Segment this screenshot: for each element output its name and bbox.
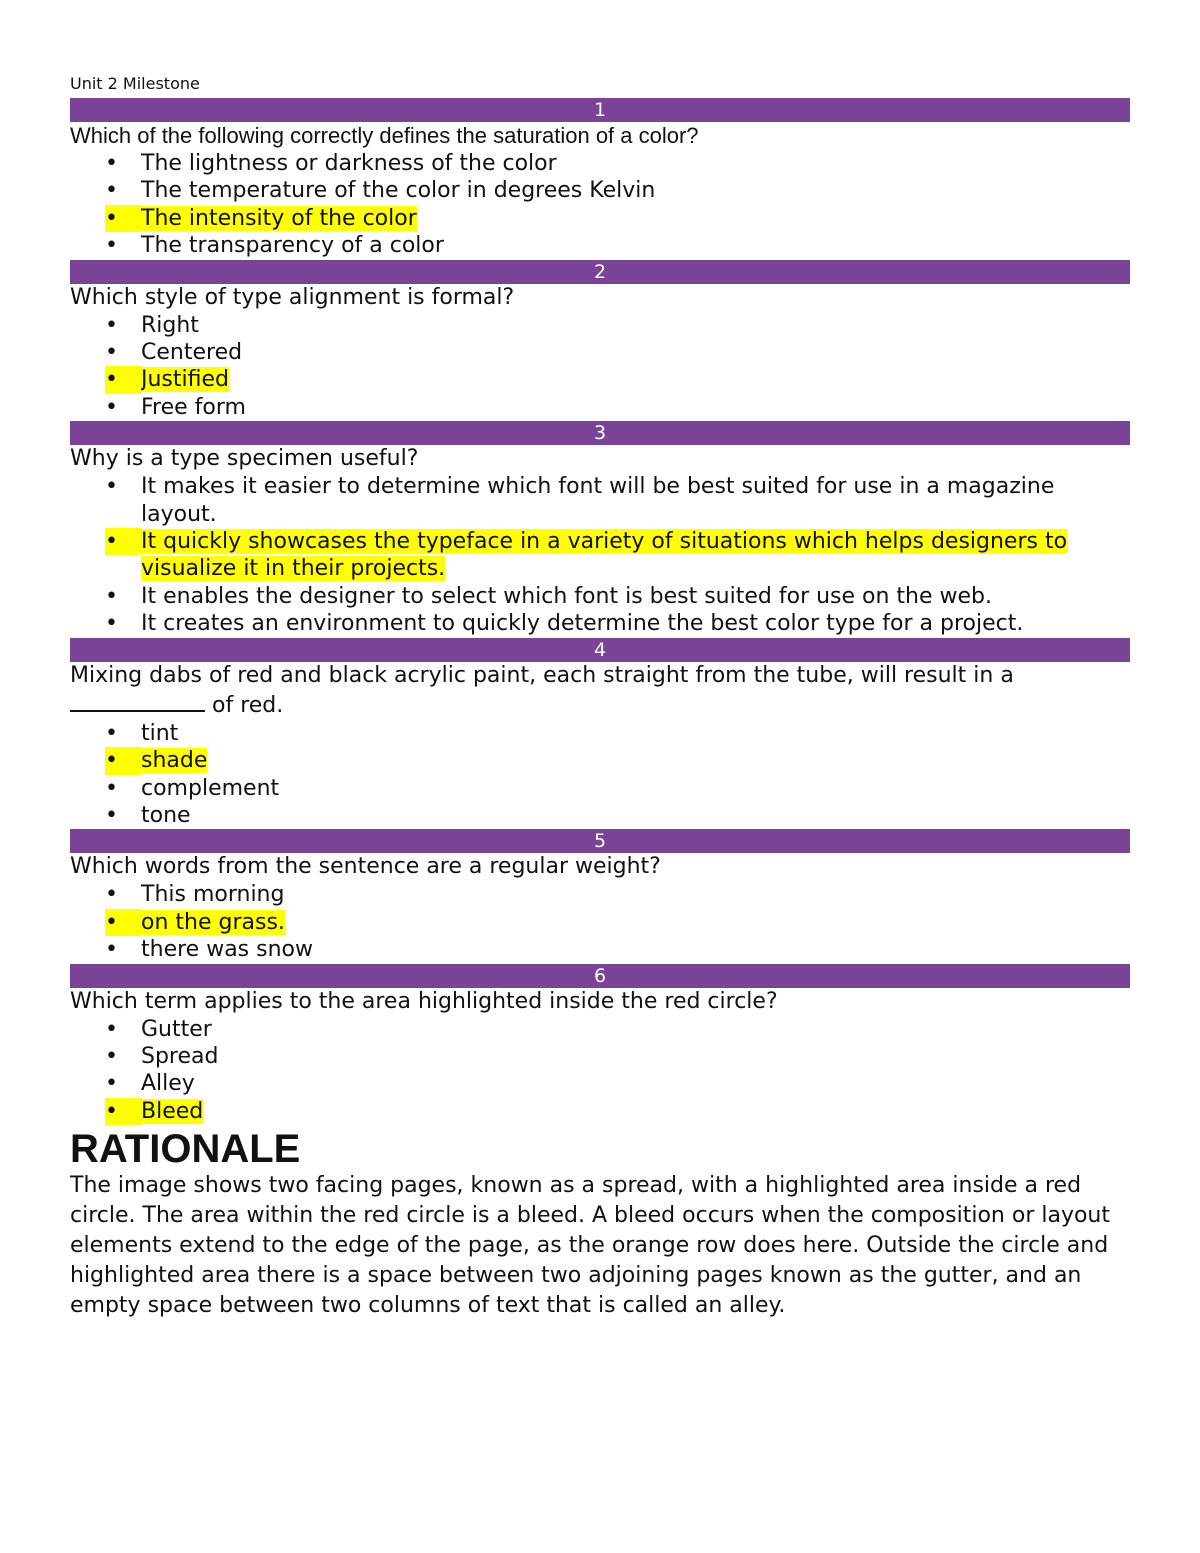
option-item	[70, 177, 1130, 204]
option-item	[70, 583, 1130, 610]
question-1	[70, 98, 1130, 260]
bullet-icon: •	[105, 151, 118, 176]
option-item-correct	[70, 1098, 1130, 1125]
question-text	[70, 662, 1130, 720]
option-text: Right	[141, 312, 199, 338]
bullet-icon: •	[105, 366, 141, 393]
bullet-icon: •	[105, 720, 118, 746]
question-6	[70, 964, 1130, 1126]
bullet-icon: •	[105, 1043, 118, 1069]
bullet-icon: •	[105, 937, 118, 963]
option-item	[70, 610, 1130, 637]
bullet-icon: •	[105, 340, 118, 366]
option-text: The temperature of the color in degrees Kelvin	[141, 178, 656, 204]
bullet-icon: •	[105, 1016, 118, 1042]
question-number-bar: 1	[70, 98, 1130, 122]
bullet-icon: •	[105, 474, 118, 500]
option-item	[70, 394, 1130, 421]
option-text: there was snow	[141, 937, 313, 963]
option-item	[70, 339, 1130, 366]
question-2	[70, 260, 1130, 422]
option-list	[70, 312, 1130, 422]
option-text: Spread	[141, 1043, 219, 1069]
option-text: It creates an environment to quickly determine the best color type for a project.	[141, 611, 1024, 637]
question-4	[70, 638, 1130, 830]
option-item	[70, 150, 1130, 177]
question-number-bar: 6	[70, 964, 1130, 988]
question-number-bar: 2	[70, 260, 1130, 284]
option-text: tone	[141, 802, 191, 828]
question-3	[70, 421, 1130, 637]
bullet-icon: •	[105, 178, 118, 204]
question-text-before: Mixing dabs of red and black acrylic paint, each straight from the tube, will result in a	[70, 662, 1014, 688]
option-item	[70, 1070, 1130, 1097]
question-text-after: of red.	[212, 692, 284, 718]
option-text: Centered	[141, 340, 243, 366]
option-item	[70, 1043, 1130, 1070]
bullet-icon: •	[105, 312, 118, 338]
option-text: on the grass.	[141, 909, 285, 935]
option-list	[70, 720, 1130, 830]
question-number-bar: 4	[70, 638, 1130, 662]
bullet-icon: •	[105, 394, 118, 420]
rationale-section	[70, 1127, 1130, 1321]
option-text: The lightness or darkness of the color	[141, 151, 557, 176]
bullet-icon: •	[105, 528, 141, 555]
document-header: Unit 2 Milestone	[70, 74, 200, 93]
option-item	[70, 802, 1130, 829]
option-text: complement	[141, 775, 280, 801]
option-item	[70, 881, 1130, 908]
question-number-bar: 5	[70, 829, 1130, 853]
question-5	[70, 829, 1130, 963]
question-text: Which term applies to the area highlighted inside the red circle?	[70, 988, 778, 1014]
rationale-title: RATIONALE	[70, 1127, 301, 1172]
option-text: Justified	[141, 367, 229, 393]
option-item	[70, 312, 1130, 339]
option-text: Alley	[141, 1071, 195, 1097]
option-text: Bleed	[141, 1098, 204, 1124]
option-item	[70, 936, 1130, 963]
option-list	[70, 1016, 1130, 1126]
option-text: It quickly showcases the typeface in a variety of situations which helps designers to visualize it in their projects.	[141, 529, 1068, 582]
bullet-icon: •	[105, 775, 118, 801]
option-text: The transparency of a color	[141, 233, 444, 259]
option-text: This morning	[141, 882, 285, 908]
option-item	[70, 1016, 1130, 1043]
option-item	[70, 775, 1130, 802]
rationale-text: The image shows two facing pages, known as a spread, with a highlighted area inside a red circle. The area within the red circle is a bleed. A bleed occurs when the composition or layout elements extend to the edge of the page, as the orange row does here. Outside the circle and highlighted area there is a space between two adjoining pages known as the gutter, and an empty space between two columns of text that is called an alley.	[70, 1173, 1110, 1319]
question-number-bar: 3	[70, 421, 1130, 445]
option-text: It enables the designer to select which font is best suited for use on the web.	[141, 583, 993, 609]
option-item-correct	[70, 528, 1130, 583]
question-text: Which style of type alignment is formal?	[70, 284, 515, 310]
bullet-icon: •	[105, 882, 118, 908]
option-item	[70, 720, 1130, 747]
option-item	[70, 473, 1130, 528]
question-text: Which of the following correctly defines the saturation of a color?	[70, 123, 699, 148]
option-text: Free form	[141, 394, 246, 420]
bullet-icon: •	[105, 1098, 141, 1125]
bullet-icon: •	[105, 802, 118, 828]
option-item-correct	[70, 747, 1130, 774]
option-text: The intensity of the color	[141, 205, 417, 231]
bullet-icon: •	[105, 1071, 118, 1097]
option-list	[70, 473, 1130, 637]
bullet-icon: •	[105, 583, 118, 609]
bullet-icon: •	[105, 611, 118, 637]
bullet-icon: •	[105, 205, 141, 232]
option-item-correct	[70, 366, 1130, 393]
option-text: shade	[141, 748, 208, 774]
option-item	[70, 232, 1130, 259]
option-item-correct	[70, 909, 1130, 936]
document-page	[70, 72, 1130, 1321]
bullet-icon: •	[105, 233, 118, 259]
bullet-icon: •	[105, 909, 141, 936]
bullet-icon: •	[105, 747, 141, 774]
question-text: Why is a type specimen useful?	[70, 446, 419, 472]
option-list	[70, 150, 1130, 260]
option-text: tint	[141, 720, 179, 746]
option-text: Gutter	[141, 1016, 212, 1042]
option-text: It makes it easier to determine which font will be best suited for use in a magazine layout.	[141, 474, 1055, 527]
option-list	[70, 881, 1130, 963]
question-text: Which words from the sentence are a regular weight?	[70, 854, 661, 880]
fill-in-blank	[70, 690, 205, 712]
option-item-correct	[70, 205, 1130, 232]
